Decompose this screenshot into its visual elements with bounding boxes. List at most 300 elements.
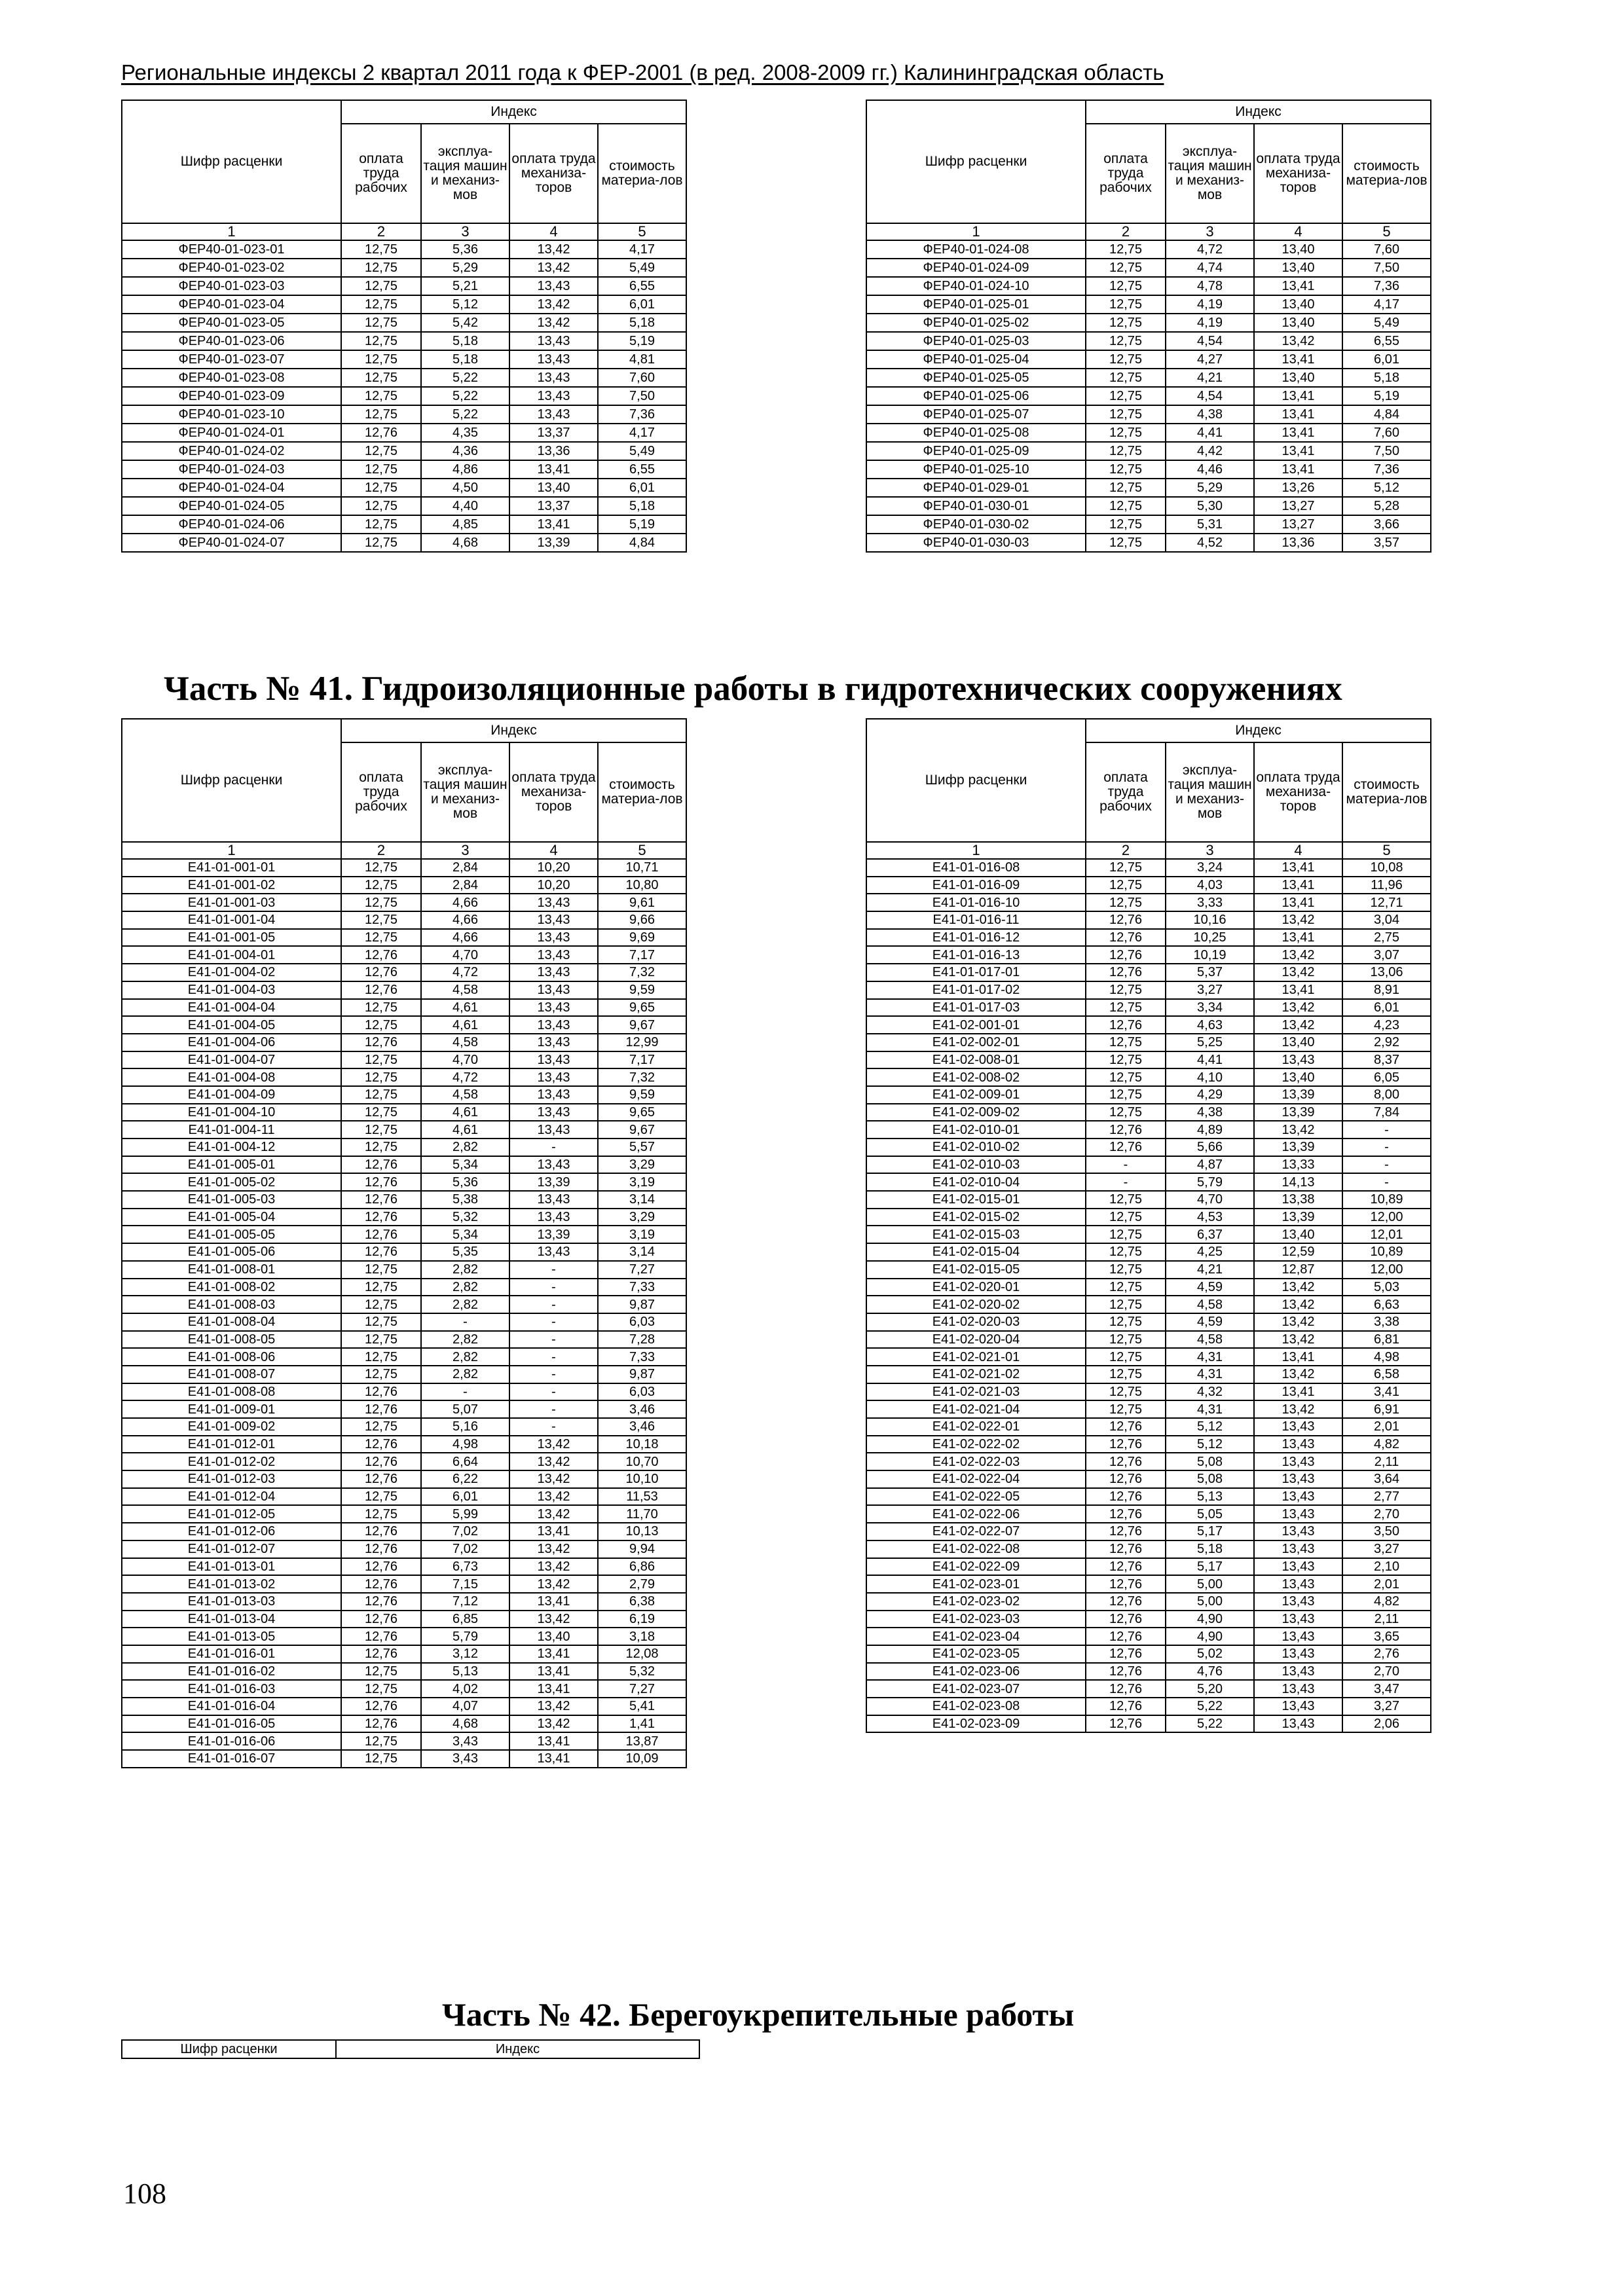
table-row [122, 1209, 686, 1226]
col-number: 5 [1342, 842, 1431, 859]
index-value: 12,76 [1086, 1418, 1166, 1436]
rate-code: Е41-02-015-04 [866, 1243, 1086, 1261]
index-value: 5,03 [1342, 1279, 1431, 1296]
index-value: 5,79 [1166, 1173, 1254, 1191]
col-code-header: Шифр расценки [122, 100, 341, 223]
index-value: 6,55 [598, 460, 686, 479]
index-value: 6,01 [598, 295, 686, 314]
index-value: 9,61 [598, 894, 686, 911]
index-value: 12,75 [1086, 1068, 1166, 1086]
index-value: 12,76 [1086, 929, 1166, 947]
index-value: 5,42 [421, 314, 509, 332]
index-value: 12,75 [341, 859, 421, 877]
table-row [866, 1068, 1431, 1086]
index-value: 3,43 [421, 1750, 509, 1768]
rate-code: Е41-01-008-01 [122, 1261, 341, 1279]
index-value: 7,60 [598, 369, 686, 387]
col-number: 3 [421, 223, 509, 240]
index-value: 12,76 [341, 1436, 421, 1453]
table-row [122, 1243, 686, 1261]
table-row [122, 1453, 686, 1470]
index-value: 13,43 [509, 350, 598, 369]
rate-code: Е41-01-012-06 [122, 1523, 341, 1540]
index-value: 12,75 [1086, 894, 1166, 911]
rate-code: Е41-01-016-12 [866, 929, 1086, 947]
table-row [122, 1016, 686, 1034]
index-value: 12,76 [1086, 1523, 1166, 1540]
index-value: 12,75 [341, 1348, 421, 1366]
index-value: 12,76 [341, 1715, 421, 1733]
index-value: 4,53 [1166, 1209, 1254, 1226]
index-value: 13,43 [509, 1086, 598, 1104]
table-row [866, 1611, 1431, 1628]
index-value: 4,58 [1166, 1296, 1254, 1313]
index-value: 13,41 [509, 1750, 598, 1768]
col-number: 3 [1166, 223, 1254, 240]
col-number: 1 [122, 223, 341, 240]
index-value: 12,76 [1086, 1575, 1166, 1593]
index-value: 13,42 [1254, 1400, 1342, 1418]
index-value: 4,74 [1166, 259, 1254, 277]
rate-code: Е41-01-017-03 [866, 999, 1086, 1017]
rate-code: ФЕР40-01-030-03 [866, 534, 1086, 552]
rate-code: Е41-01-005-06 [122, 1243, 341, 1261]
index-value: 13,42 [1254, 946, 1342, 964]
index-value: 13,43 [1254, 1645, 1342, 1663]
rate-code: Е41-01-005-05 [122, 1226, 341, 1243]
index-value: 13,43 [1254, 1453, 1342, 1470]
index-value: 4,17 [598, 424, 686, 442]
table-row [122, 1645, 686, 1663]
index-value: 12,75 [341, 1016, 421, 1034]
col-number: 1 [122, 842, 341, 859]
index-value: 5,16 [421, 1418, 509, 1436]
rate-code: Е41-02-022-08 [866, 1540, 1086, 1558]
rate-code: ФЕР40-01-023-05 [122, 314, 341, 332]
index-value: 13,39 [509, 1226, 598, 1243]
table-row [122, 929, 686, 947]
table-row [122, 1156, 686, 1174]
index-value: 12,75 [341, 1068, 421, 1086]
rate-code: Е41-01-004-02 [122, 964, 341, 981]
table-row [866, 1121, 1431, 1139]
index-value: 13,43 [509, 1121, 598, 1139]
table-row [866, 460, 1431, 479]
index-value: 3,34 [1166, 999, 1254, 1017]
index-value: 13,41 [509, 1680, 598, 1698]
col-number: 4 [1254, 223, 1342, 240]
index-value: 12,76 [341, 1400, 421, 1418]
index-value: 13,37 [509, 424, 598, 442]
rate-code: ФЕР40-01-030-01 [866, 497, 1086, 515]
table-row [866, 1051, 1431, 1069]
rate-code: Е41-01-016-09 [866, 877, 1086, 894]
index-value: 9,59 [598, 981, 686, 999]
table-row [866, 515, 1431, 534]
index-value: 12,75 [1086, 999, 1166, 1017]
index-value: 12,75 [1086, 240, 1166, 259]
rate-code: ФЕР40-01-024-08 [866, 240, 1086, 259]
table-row [122, 1383, 686, 1401]
index-value: 5,37 [1166, 964, 1254, 981]
index-value: 12,87 [1254, 1261, 1342, 1279]
part-41-title: Часть № 41. Гидроизоляционные работы в гидротехнических сооружениях [164, 670, 1342, 708]
rate-code: ФЕР40-01-025-06 [866, 387, 1086, 405]
col-header-c2: эксплуа-тация машин и механиз-мов [421, 124, 509, 223]
index-value: 12,76 [1086, 1593, 1166, 1611]
index-value: 6,37 [1166, 1226, 1254, 1243]
index-value: - [1342, 1139, 1431, 1156]
index-value: 5,49 [1342, 314, 1431, 332]
rate-code: Е41-01-005-04 [122, 1209, 341, 1226]
index-value: 4,10 [1166, 1068, 1254, 1086]
index-value: - [421, 1313, 509, 1331]
index-value: 4,61 [421, 999, 509, 1017]
index-value: 3,65 [1342, 1628, 1431, 1645]
index-value: 4,63 [1166, 1016, 1254, 1034]
table-row [122, 1086, 686, 1104]
index-value: 12,75 [1086, 259, 1166, 277]
index-value: 9,67 [598, 1121, 686, 1139]
index-value: 13,41 [509, 1663, 598, 1681]
rate-code: Е41-02-015-03 [866, 1226, 1086, 1243]
index-value: 13,41 [1254, 387, 1342, 405]
table-row [122, 1436, 686, 1453]
rate-code: ФЕР40-01-025-03 [866, 332, 1086, 350]
index-value: 13,42 [509, 1540, 598, 1558]
index-value: 12,76 [341, 1156, 421, 1174]
index-value: 13,40 [509, 479, 598, 497]
table-row [122, 1296, 686, 1313]
index-value: 4,70 [1166, 1191, 1254, 1209]
index-value: 12,08 [598, 1645, 686, 1663]
index-value: 13,42 [1254, 964, 1342, 981]
index-value: 4,59 [1166, 1313, 1254, 1331]
index-value: 5,18 [421, 350, 509, 369]
index-value: 5,18 [598, 497, 686, 515]
index-value: 12,75 [341, 929, 421, 947]
index-value: 4,89 [1166, 1121, 1254, 1139]
rate-code: ФЕР40-01-025-09 [866, 442, 1086, 460]
index-value: 12,75 [341, 350, 421, 369]
index-value: 5,02 [1166, 1645, 1254, 1663]
table-row [866, 1383, 1431, 1401]
rate-code: Е41-02-022-06 [866, 1505, 1086, 1523]
rate-code: Е41-01-013-01 [122, 1558, 341, 1576]
index-value: 9,65 [598, 999, 686, 1017]
index-value: 13,42 [509, 1715, 598, 1733]
index-value: 12,76 [341, 1593, 421, 1611]
table-row [866, 894, 1431, 911]
index-value: 6,19 [598, 1611, 686, 1628]
table-row [122, 877, 686, 894]
index-value: 6,01 [421, 1488, 509, 1506]
index-value: 4,17 [1342, 295, 1431, 314]
table-row [866, 981, 1431, 999]
rate-code: Е41-01-004-09 [122, 1086, 341, 1104]
table-row [866, 911, 1431, 929]
table-row [122, 424, 686, 442]
rate-code: Е41-02-022-05 [866, 1488, 1086, 1506]
table-row [866, 1470, 1431, 1488]
index-value: 5,57 [598, 1139, 686, 1156]
table-row [866, 1593, 1431, 1611]
index-value: 13,43 [1254, 1611, 1342, 1628]
table-row [866, 1523, 1431, 1540]
table-row [122, 405, 686, 424]
table-row [866, 1191, 1431, 1209]
index-value: 4,31 [1166, 1348, 1254, 1366]
index-value: 4,98 [421, 1436, 509, 1453]
index-value: 12,76 [341, 1645, 421, 1663]
table-row [866, 929, 1431, 947]
index-value: 11,53 [598, 1488, 686, 1506]
index-value: 9,65 [598, 1104, 686, 1121]
index-value: 5,41 [598, 1698, 686, 1715]
index-value: 4,58 [421, 1086, 509, 1104]
index-value: 10,13 [598, 1523, 686, 1540]
index-value: 7,02 [421, 1540, 509, 1558]
index-value: - [509, 1279, 598, 1296]
rate-code: ФЕР40-01-030-02 [866, 515, 1086, 534]
table-row [122, 1279, 686, 1296]
index-value: 7,36 [1342, 277, 1431, 295]
index-value: 5,00 [1166, 1593, 1254, 1611]
rate-code: Е41-01-016-05 [122, 1715, 341, 1733]
index-value: 12,75 [341, 314, 421, 332]
table-row [866, 1016, 1431, 1034]
index-value: 4,42 [1166, 442, 1254, 460]
rate-code: Е41-02-022-02 [866, 1436, 1086, 1453]
table-row [122, 1488, 686, 1506]
rate-code: Е41-01-008-07 [122, 1366, 341, 1383]
index-value: 12,75 [341, 515, 421, 534]
index-value: 4,27 [1166, 350, 1254, 369]
col-number: 2 [1086, 842, 1166, 859]
index-value: 5,22 [1166, 1698, 1254, 1715]
index-value: 6,85 [421, 1611, 509, 1628]
index-value: 13,41 [1254, 859, 1342, 877]
index-value: 12,75 [1086, 515, 1166, 534]
col-header-c3: оплата труда механиза-торов [1254, 124, 1342, 223]
index-value: 12,75 [341, 911, 421, 929]
index-value: 12,75 [1086, 1348, 1166, 1366]
index-value: 4,85 [421, 515, 509, 534]
index-value: 5,17 [1166, 1558, 1254, 1576]
index-value: 3,27 [1342, 1698, 1431, 1715]
index-value: 9,69 [598, 929, 686, 947]
rate-code: ФЕР40-01-025-04 [866, 350, 1086, 369]
index-value: 13,27 [1254, 515, 1342, 534]
rate-code: ФЕР40-01-023-06 [122, 332, 341, 350]
index-value: 12,75 [341, 1732, 421, 1750]
index-value: 13,43 [1254, 1436, 1342, 1453]
table-row [866, 259, 1431, 277]
index-value: 5,36 [421, 240, 509, 259]
rate-code: Е41-01-012-03 [122, 1470, 341, 1488]
index-value: 4,90 [1166, 1611, 1254, 1628]
rate-code: Е41-01-004-08 [122, 1068, 341, 1086]
index-value: 13,42 [1254, 1121, 1342, 1139]
index-value: 13,40 [1254, 1034, 1342, 1051]
index-value: 12,76 [341, 1453, 421, 1470]
rate-code: ФЕР40-01-023-02 [122, 259, 341, 277]
index-value: 12,75 [1086, 534, 1166, 552]
col-header-c3: оплата труда механиза-торов [509, 742, 598, 842]
table-row [866, 859, 1431, 877]
index-value: 12,76 [341, 1698, 421, 1715]
index-value: 12,76 [1086, 1488, 1166, 1506]
index-value: 12,75 [341, 460, 421, 479]
rate-code: ФЕР40-01-023-09 [122, 387, 341, 405]
index-value: 12,75 [341, 1331, 421, 1349]
index-value: 12,75 [1086, 295, 1166, 314]
rate-code: Е41-02-023-06 [866, 1663, 1086, 1681]
col-code-header: Шифр расценки [866, 100, 1086, 223]
col-code-header: Шифр расценки [122, 719, 341, 842]
index-value: - [509, 1139, 598, 1156]
index-value: 4,54 [1166, 387, 1254, 405]
index-value: 4,72 [1166, 240, 1254, 259]
index-value: 5,17 [1166, 1523, 1254, 1540]
index-value: 9,67 [598, 1016, 686, 1034]
index-value: 13,42 [509, 240, 598, 259]
index-value: - [1342, 1173, 1431, 1191]
index-value: 4,66 [421, 894, 509, 911]
table-row [122, 964, 686, 981]
index-value: 12,75 [1086, 1383, 1166, 1401]
index-value: 4,86 [421, 460, 509, 479]
index-value: 3,24 [1166, 859, 1254, 877]
index-value: 6,03 [598, 1383, 686, 1401]
index-value: 13,43 [509, 1104, 598, 1121]
table-row [866, 1366, 1431, 1383]
index-value: 12,76 [1086, 1611, 1166, 1628]
table-row [866, 1279, 1431, 1296]
rate-code: Е41-02-010-04 [866, 1173, 1086, 1191]
rate-code: ФЕР40-01-024-03 [122, 460, 341, 479]
rate-code: Е41-02-002-01 [866, 1034, 1086, 1051]
index-value: 3,57 [1342, 534, 1431, 552]
index-value: 12,75 [341, 1104, 421, 1121]
index-value: - [509, 1383, 598, 1401]
index-value: 2,82 [421, 1348, 509, 1366]
index-value: 13,39 [1254, 1086, 1342, 1104]
index-value: 10,10 [598, 1470, 686, 1488]
index-value: 10,20 [509, 877, 598, 894]
index-value: 10,20 [509, 859, 598, 877]
index-value: 2,82 [421, 1139, 509, 1156]
table-row [866, 1104, 1431, 1121]
index-value: 14,13 [1254, 1173, 1342, 1191]
index-value: 12,76 [1086, 1645, 1166, 1663]
index-value: 12,99 [598, 1034, 686, 1051]
table-row [122, 1593, 686, 1611]
table-row [122, 1051, 686, 1069]
table-row [866, 1453, 1431, 1470]
index-value: 3,66 [1342, 515, 1431, 534]
table-row [122, 1173, 686, 1191]
index-value: 7,32 [598, 964, 686, 981]
rate-code: Е41-01-016-04 [122, 1698, 341, 1715]
col-header-c4: стоимость материа-лов [598, 742, 686, 842]
index-value: 12,76 [341, 1173, 421, 1191]
index-value: 12,75 [1086, 1400, 1166, 1418]
rate-code: ФЕР40-01-029-01 [866, 479, 1086, 497]
index-value: 13,42 [1254, 1016, 1342, 1034]
index-value: 12,75 [341, 1418, 421, 1436]
index-value: 12,76 [341, 964, 421, 981]
index-value: 13,43 [1254, 1470, 1342, 1488]
index-value: 4,76 [1166, 1663, 1254, 1681]
table-row [866, 497, 1431, 515]
index-value: - [509, 1366, 598, 1383]
index-value: 12,01 [1342, 1226, 1431, 1243]
index-value: 10,89 [1342, 1243, 1431, 1261]
rate-code: Е41-01-016-01 [122, 1645, 341, 1663]
table-row [866, 1400, 1431, 1418]
part-42-table-header [121, 2039, 700, 2059]
index-value: 5,07 [421, 1400, 509, 1418]
col-index-header: Индекс [341, 719, 686, 742]
index-value: 4,40 [421, 497, 509, 515]
table-row [866, 1209, 1431, 1226]
index-value: 12,75 [341, 1261, 421, 1279]
table-row [122, 460, 686, 479]
rate-code: Е41-02-015-05 [866, 1261, 1086, 1279]
table-row [866, 1680, 1431, 1698]
index-value: 10,16 [1166, 911, 1254, 929]
col-header-c4: стоимость материа-лов [1342, 124, 1431, 223]
index-value: 4,78 [1166, 277, 1254, 295]
index-value: 5,18 [1342, 369, 1431, 387]
table-row [866, 1575, 1431, 1593]
rate-code: Е41-01-004-10 [122, 1104, 341, 1121]
index-value: 2,82 [421, 1261, 509, 1279]
index-value: 12,76 [341, 1226, 421, 1243]
rate-code: Е41-01-012-05 [122, 1505, 341, 1523]
index-value: 13,43 [509, 369, 598, 387]
index-value: 12,75 [341, 1750, 421, 1768]
index-value: 5,13 [421, 1663, 509, 1681]
table-row [866, 1243, 1431, 1261]
index-value: 13,42 [509, 1488, 598, 1506]
rate-code: Е41-02-010-03 [866, 1156, 1086, 1174]
index-value: 12,75 [1086, 1261, 1166, 1279]
index-value: 4,70 [421, 946, 509, 964]
table-row [122, 981, 686, 999]
index-value: 4,59 [1166, 1279, 1254, 1296]
index-value: 12,75 [341, 1488, 421, 1506]
table-row [866, 1418, 1431, 1436]
index-value: 7,33 [598, 1348, 686, 1366]
index-value: 10,08 [1342, 859, 1431, 877]
rate-code: Е41-01-004-05 [122, 1016, 341, 1034]
index-value: 7,32 [598, 1068, 686, 1086]
index-value: 12,75 [341, 534, 421, 552]
index-value: 12,76 [1086, 1453, 1166, 1470]
index-value: 4,84 [598, 534, 686, 552]
index-value: 12,76 [1086, 1016, 1166, 1034]
index-value: 13,41 [1254, 929, 1342, 947]
index-value: 7,36 [1342, 460, 1431, 479]
rate-code: Е41-02-023-07 [866, 1680, 1086, 1698]
rate-code: ФЕР40-01-024-05 [122, 497, 341, 515]
part-42-title: Часть № 42. Берегоукрепительные работы [442, 1996, 1075, 2033]
index-value: 2,82 [421, 1331, 509, 1349]
index-value: 12,76 [1086, 1715, 1166, 1733]
table-row [866, 1156, 1431, 1174]
